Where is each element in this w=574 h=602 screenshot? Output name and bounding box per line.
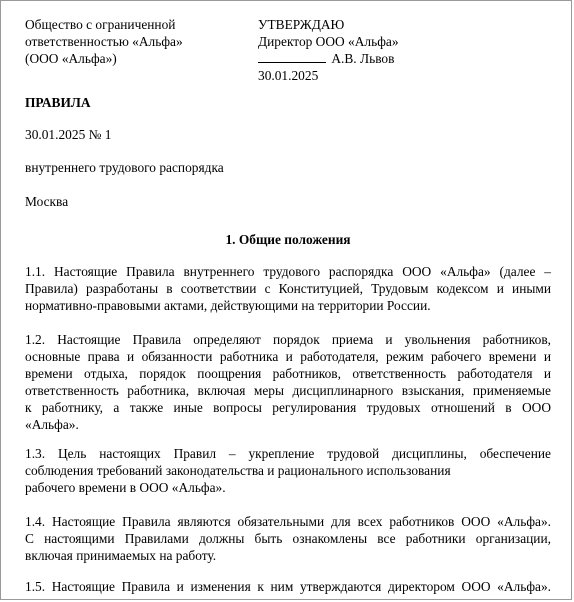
paragraph-1-4	[25, 513, 551, 564]
paragraph-1-2	[25, 331, 551, 433]
paragraph-line: 1.5. Настоящие Правила и изменения к ним утверждаются директором ООО «Альфа».	[25, 579, 551, 594]
organization-block	[25, 16, 245, 67]
paragraph-line: 1.4. Настоящие Правила являются обязательными для всех работников ООО «Альфа».	[25, 514, 551, 529]
paragraph-line: ответственность работника, включая меры дисциплинарного взыскания, применяемые	[25, 383, 551, 398]
paragraph-line: к работнику, а также иные вопросы регулирования трудовых отношений в ООО	[25, 400, 551, 415]
paragraph-line: «Альфа».	[25, 417, 79, 432]
document-date-number: 30.01.2025 № 1	[25, 127, 112, 142]
org-line: ответственностью «Альфа»	[25, 34, 183, 49]
org-line: (ООО «Альфа»)	[25, 51, 117, 66]
approval-block	[258, 16, 558, 84]
signature-blank	[258, 50, 326, 63]
approver-position: Директор ООО «Альфа»	[258, 34, 399, 49]
paragraph-line: соблюдения требований законодательства и рационального использования	[25, 463, 451, 478]
paragraph-line: нормативно-правовыми актами, действующими на территории России.	[25, 298, 431, 313]
paragraph-line: рабочего времени в ООО «Альфа».	[25, 480, 226, 495]
paragraph-line: 1.3. Цель настоящих Правил – укрепление трудовой дисциплины, обеспечение	[25, 446, 551, 461]
document-city: Москва	[25, 194, 69, 209]
paragraph-line: основные права и обязанности работника и работодателя, режим рабочего времени и	[25, 349, 551, 364]
document-subject: внутреннего трудового распорядка	[25, 160, 224, 175]
org-line: Общество с ограниченной	[25, 17, 176, 32]
document-type: ПРАВИЛА	[25, 95, 91, 110]
paragraph-line: 1.1. Настоящие Правила внутреннего трудового распорядка ООО «Альфа» (далее –	[25, 264, 551, 279]
paragraph-1-1	[25, 263, 551, 314]
approve-label: УТВЕРЖДАЮ	[258, 17, 345, 32]
paragraph-1-3	[25, 445, 551, 496]
paragraph-1-5	[25, 578, 551, 595]
approver-name: А.В. Львов	[331, 51, 395, 66]
paragraph-line: включая принимаемых на работу.	[25, 548, 217, 563]
paragraph-line: 1.2. Настоящие Правила определяют порядок приема и увольнения работников,	[25, 332, 551, 347]
paragraph-line: Правила) разработаны в соответствии с Конституцией, Трудовым кодексом и иными	[25, 281, 551, 296]
section-heading: 1. Общие положения	[225, 232, 351, 247]
approve-date: 30.01.2025	[258, 68, 319, 83]
paragraph-line: С настоящими Правилами должны быть ознакомлены все работники организации,	[25, 531, 551, 546]
signature-line	[258, 50, 558, 67]
paragraph-line: времени отдыха, порядок поощрения работников, ответственность работодателя и	[25, 366, 551, 381]
